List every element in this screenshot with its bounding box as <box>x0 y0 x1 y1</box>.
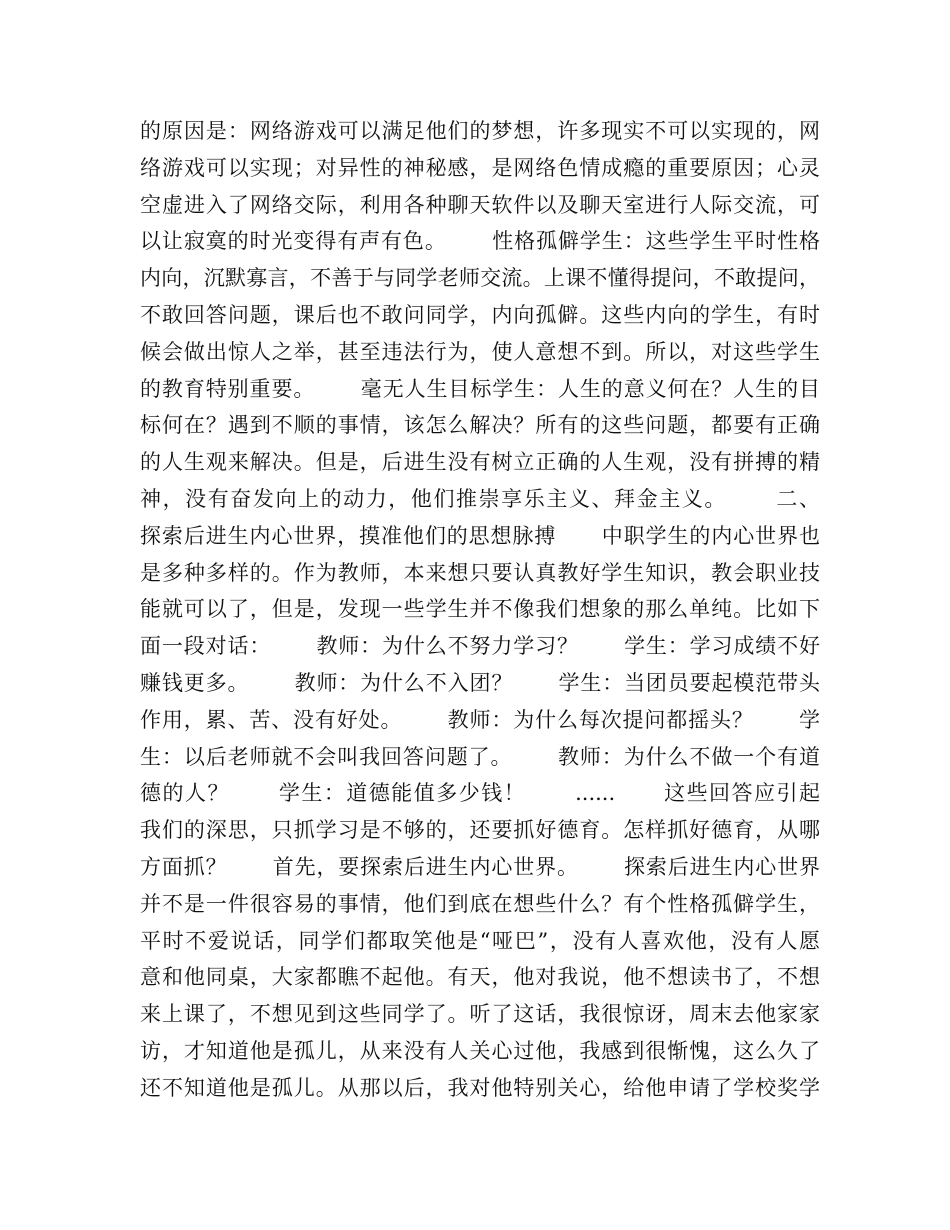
text-line: 访，才知道他是孤儿，从来没有人关心过他，我感到很惭愧，这么久了 <box>140 1038 820 1063</box>
text-line: 空虚进入了网络交际，利用各种聊天软件以及聊天室进行人际交流，可 <box>140 192 820 217</box>
text-line: 我们的深思，只抓学习是不够的，还要抓好德育。怎样抓好德育，从哪 <box>140 818 820 843</box>
text-line: 面一段对话： 教师：为什么不努力学习？ 学生：学习成绩不好 <box>140 634 820 659</box>
text-line: 赚钱更多。 教师：为什么不入团？ 学生：当团员要起模范带头 <box>140 670 820 695</box>
text-line: 还不知道他是孤儿。从那以后，我对他特别关心，给他申请了学校奖学 <box>140 1075 820 1100</box>
text-line: 不敢回答问题，课后也不敢问同学，内向孤僻。这些内向的学生，有时 <box>140 302 820 327</box>
text-line: 平时不爱说话，同学们都取笑他是“哑巴”，没有人喜欢他，没有人愿 <box>140 928 820 953</box>
text-line: 意和他同桌，大家都瞧不起他。有天，他对我说，他不想读书了，不想 <box>140 965 820 990</box>
text-line: 能就可以了，但是，发现一些学生并不像我们想象的那么单纯。比如下 <box>140 597 820 622</box>
text-line: 德的人？ 学生：道德能值多少钱！ ...... 这些回答应引起 <box>140 781 820 806</box>
text-line: 生：以后老师就不会叫我回答问题了。 教师：为什么不做一个有道 <box>140 744 820 769</box>
text-line: 作用，累、苦、没有好处。 教师：为什么每次提问都摇头？ 学 <box>140 707 820 732</box>
text-line: 以让寂寞的时光变得有声有色。 性格孤僻学生：这些学生平时性格 <box>140 229 820 254</box>
text-line: 并不是一件很容易的事情，他们到底在想些什么？有个性格孤僻学生， <box>140 891 820 916</box>
text-line: 神，没有奋发向上的动力，他们推崇享乐主义、拜金主义。 二、 <box>140 486 820 511</box>
text-line: 标何在？遇到不顺的事情，该怎么解决？所有的这些问题，都要有正确 <box>140 413 820 438</box>
text-line: 内向，沉默寡言，不善于与同学老师交流。上课不懂得提问，不敢提问， <box>140 266 820 291</box>
text-line: 是多种多样的。作为教师，本来想只要认真教好学生知识，教会职业技 <box>140 560 820 585</box>
text-line: 的人生观来解决。但是，后进生没有树立正确的人生观，没有拼搏的精 <box>140 450 820 475</box>
text-line: 络游戏可以实现；对异性的神秘感，是网络色情成瘾的重要原因；心灵 <box>140 155 820 180</box>
text-line: 的教育特别重要。 毫无人生目标学生：人生的意义何在？人生的目 <box>140 376 820 401</box>
text-line: 来上课了，不想见到这些同学了。听了这话，我很惊讶，周末去他家家 <box>140 1002 820 1027</box>
text-line: 的原因是：网络游戏可以满足他们的梦想，许多现实不可以实现的，网 <box>140 119 820 143</box>
text-line: 探索后进生内心世界，摸准他们的思想脉搏 中职学生的内心世界也 <box>140 523 820 548</box>
text-line: 候会做出惊人之举，甚至违法行为，使人意想不到。所以，对这些学生 <box>140 339 820 364</box>
body-text <box>140 113 820 1107</box>
text-line: 方面抓？ 首先，要探索后进生内心世界。 探索后进生内心世界 <box>140 854 820 879</box>
